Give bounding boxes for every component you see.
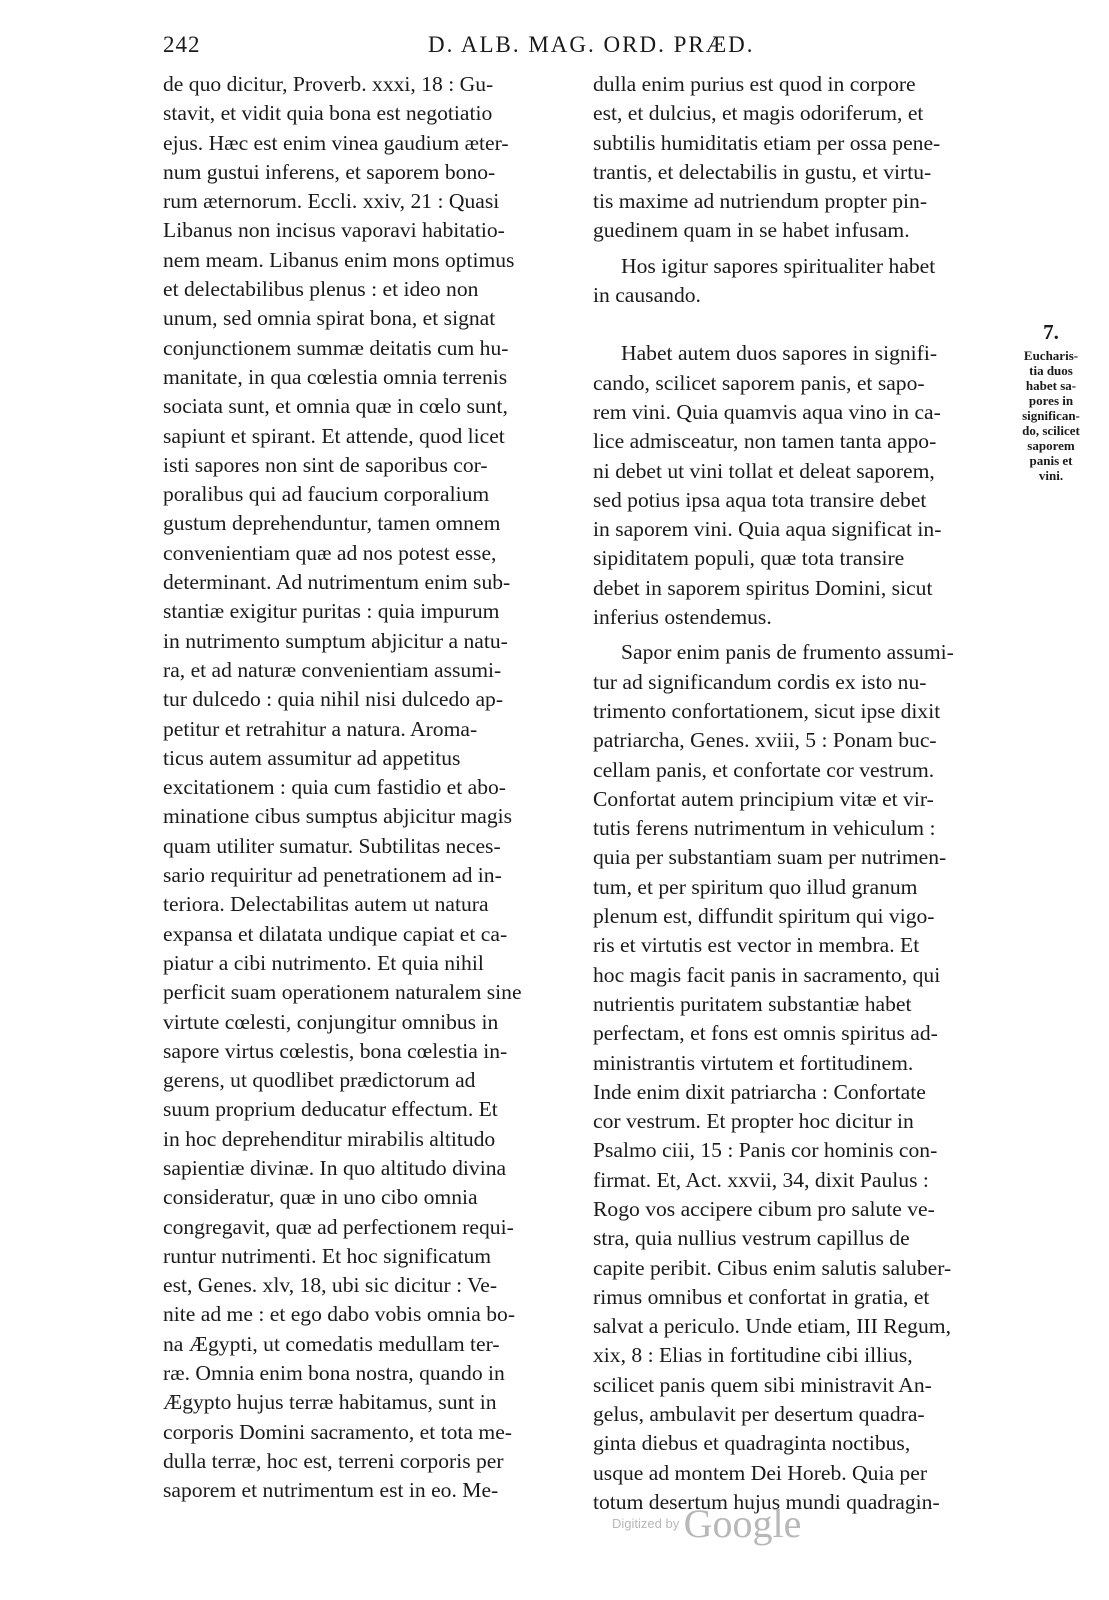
left-column-line: virtute cœlesti, conjungitur omnibus in: [163, 1009, 499, 1034]
left-column-line: est, Genes. xlv, 18, ubi sic dicitur : Ve-: [163, 1273, 498, 1298]
left-column-line: poralibus qui ad faucium corporalium: [163, 482, 490, 507]
right-column-line: Habet autem duos sapores in signifi-: [621, 341, 938, 366]
left-column-line: saporem et nutrimentum est in eo. Me-: [163, 1478, 499, 1503]
margin-note-line: do, scilicet: [1022, 423, 1080, 438]
left-column-line: stavit, et vidit quia bona est negotiatio: [163, 101, 493, 126]
right-column-line: Rogo vos accipere cibum pro salute ve-: [593, 1196, 935, 1221]
right-column-line: perfectam, et fons est omnis spiritus ad-: [593, 1021, 938, 1046]
right-column-line: cor vestrum. Et propter hoc dicitur in: [593, 1109, 914, 1134]
right-column-line: sipiditatem populi, quæ tota transire: [593, 546, 905, 571]
left-column-line: rum æternorum. Eccli. xxiv, 21 : Quasi: [163, 189, 500, 214]
left-column-line: determinant. Ad nutrimentum enim sub-: [163, 570, 511, 595]
margin-note-line: pores in: [1028, 393, 1074, 408]
right-column-line: plenum est, diffundit spiritum qui vigo-: [593, 904, 935, 929]
left-column-line: teriora. Delectabilitas autem ut natura: [163, 892, 489, 917]
left-column-line: sapiunt et spirant. Et attende, quod licet: [163, 423, 505, 448]
page-number: 242: [163, 32, 201, 57]
margin-note-line: saporem: [1027, 438, 1075, 453]
left-column-line: et delectabilibus plenus : et ideo non: [163, 277, 479, 302]
right-column-line: Sapor enim panis de frumento assumi-: [621, 640, 954, 665]
margin-note-line: vini.: [1038, 468, 1064, 483]
right-column-line: totum desertum hujus mundi quadragin-: [593, 1489, 940, 1514]
left-column-line: piatur a cibi nutrimento. Et quia nihil: [163, 950, 484, 975]
left-column-line: corporis Domini sacramento, et tota me-: [163, 1419, 512, 1444]
left-column-line: consideratur, quæ in uno cibo omnia: [163, 1185, 478, 1210]
right-column-line: cellam panis, et confortate cor vestrum.: [593, 757, 935, 782]
paragraph-continuation: [593, 70, 991, 246]
right-column-line: Hos igitur sapores spiritualiter habet: [621, 253, 936, 278]
right-column-line: patriarcha, Genes. xviii, 5 : Ponam buc-: [593, 728, 937, 753]
margin-note-line: significan-: [1022, 408, 1080, 423]
left-column-line: petitur et retrahitur a natura. Aroma-: [163, 716, 478, 741]
left-column-line: de quo dicitur, Proverb. xxxi, 18 : Gu-: [163, 72, 494, 96]
right-column-line: scilicet panis quem sibi ministravit An-: [593, 1372, 932, 1397]
left-column-line: in hoc deprehenditur mirabilis altitudo: [163, 1126, 496, 1151]
left-column-line: sario requiritur ad penetrationem ad in-: [163, 863, 502, 888]
left-column-line: suum proprium deducatur effectum. Et: [163, 1097, 498, 1122]
left-column-line: ticus autem assumitur ad appetitus: [163, 745, 461, 770]
left-column-line: manitate, in qua cœlestia omnia terrenis: [163, 364, 508, 389]
right-column-line: ni debet ut vini tollat et deleat saporem,: [593, 458, 935, 483]
digitized-by-google-watermark: [612, 1500, 801, 1547]
right-column-line: ris et virtutis est vector in membra. Et: [593, 933, 920, 958]
margin-note-line: Eucharis-: [1023, 348, 1079, 363]
right-column-line: cando, scilicet saporem panis, et sapo-: [593, 370, 925, 395]
left-column-line: quam utiliter sumatur. Subtilitas neces-: [163, 833, 501, 858]
right-column-line: Inde enim dixit patriarcha : Confortate: [593, 1079, 926, 1104]
right-column-line: hoc magis facit panis in sacramento, qui: [593, 962, 941, 987]
margin-note-text: [996, 348, 1106, 483]
left-column-line: ra, et ad naturæ convenientiam assumi-: [163, 657, 502, 682]
left-column-line: sociata sunt, et omnia quæ in cœlo sunt,: [163, 394, 508, 419]
running-title: D. ALB. MAG. ORD. PRÆD.: [428, 32, 755, 57]
right-column-line: capite peribit. Cibus enim salutis saluber-: [593, 1255, 952, 1280]
paragraph-spiritual-savors: [593, 252, 991, 311]
right-column-line: ginta diebus et quadraginta noctibus,: [593, 1431, 911, 1456]
right-column-line: est, et dulcius, et magis odoriferum, et: [593, 101, 924, 126]
right-column-line: trimento confortationem, sicut ipse dixit: [593, 698, 941, 723]
right-column-line: subtilis humiditatis etiam per ossa pene-: [593, 130, 941, 155]
right-column-line: quia per substantiam suam per nutrimen-: [593, 845, 947, 870]
right-column-line: nutrientis puritatem substantiæ habet: [593, 991, 912, 1016]
right-column-line: ministrantis virtutem et fortitudinem.: [593, 1050, 914, 1075]
left-column-line: sapientiæ divinæ. In quo altitudo divina: [163, 1155, 507, 1180]
right-column-line: debet in saporem spiritus Domini, sicut: [593, 575, 933, 600]
right-column-line: Psalmo ciii, 15 : Panis cor hominis con-: [593, 1138, 938, 1163]
right-column-line: sed potius ipsa aqua tota transire debet: [593, 487, 927, 512]
right-column-line: tur ad significandum cordis ex isto nu-: [593, 669, 927, 694]
section-number: 7.: [1043, 320, 1059, 344]
left-column-line: runtur nutrimenti. Et hoc significatum: [163, 1243, 492, 1268]
left-column-line: expansa et dilatata undique capiat et ca-: [163, 921, 508, 946]
left-column-line: dulla terræ, hoc est, terreni corporis per: [163, 1448, 504, 1473]
google-logo: Google: [683, 1501, 802, 1546]
right-column-line: trantis, et delectabilis in gustu, et virtu-: [593, 159, 932, 184]
left-column-line: unum, sed omnia spirat bona, et signat: [163, 306, 496, 331]
right-column-line: in causando.: [593, 283, 701, 308]
left-column-line: sapore virtus cœlestis, bona cœlestia in-: [163, 1038, 508, 1063]
right-column-line: guedinem quam in se habet infusam.: [593, 218, 910, 243]
left-column-line: nite ad me : et ego dabo vobis omnia bo-: [163, 1302, 516, 1327]
left-column-line: gustum deprehenduntur, tamen omnem: [163, 511, 501, 536]
left-column-line: in nutrimento sumptum abjicitur a natu-: [163, 628, 508, 653]
left-column-line: ræ. Omnia enim bona nostra, quando in: [163, 1361, 505, 1386]
left-column-line: stantiæ exigitur puritas : quia impurum: [163, 599, 500, 624]
left-column-line: na Ægypti, ut comedatis medullam ter-: [163, 1331, 500, 1356]
left-column: [163, 70, 571, 1506]
left-column-line: nem meam. Libanus enim mons optimus: [163, 247, 515, 272]
right-column-line: stra, quia nullius vestrum capillus de: [593, 1226, 910, 1251]
left-column-line: excitationem : quia cum fastidio et abo-: [163, 775, 506, 800]
right-column-line: rem vini. Quia quamvis aqua vino in ca-: [593, 399, 941, 424]
right-column-line: in saporem vini. Quia aqua significat in-: [593, 517, 942, 542]
left-column-line: isti sapores non sint de saporibus cor-: [163, 452, 488, 477]
left-column-line: ejus. Hæc est enim vinea gaudium æter-: [163, 130, 509, 155]
left-column-line: gerens, ut quodlibet prædictorum ad: [163, 1068, 476, 1093]
left-column-line: perficit suam operationem naturalem sine: [163, 980, 522, 1005]
left-column-line: num gustui inferens, et saporem bono-: [163, 159, 496, 184]
right-column-line: rimus omnibus et confortat in gratia, et: [593, 1284, 930, 1309]
right-column-line: gelus, ambulavit per desertum quadra-: [593, 1402, 925, 1427]
right-column-line: tutis ferens nutrimentum in vehiculum :: [593, 816, 936, 841]
right-column-line: xix, 8 : Elias in fortitudine cibi illius,: [593, 1343, 913, 1368]
left-column-line: tur dulcedo : quia nihil nisi dulcedo ap-: [163, 687, 504, 712]
left-column-line: minatione cibus sumptus abjicitur magis: [163, 804, 513, 829]
margin-note: [996, 320, 1106, 483]
right-column-line: usque ad montem Dei Horeb. Quia per: [593, 1460, 928, 1485]
right-column-line: lice admisceatur, non tamen tanta appo-: [593, 429, 937, 454]
right-column-line: firmat. Et, Act. xxvii, 34, dixit Paulus :: [593, 1167, 929, 1192]
right-column-line: tis maxime ad nutriendum propter pin-: [593, 189, 928, 214]
digitized-label: Digitized by: [612, 1516, 680, 1531]
right-column-line: salvat a periculo. Unde etiam, III Regum,: [593, 1314, 951, 1339]
right-column-line: dulla enim purius est quod in corpore: [593, 72, 916, 96]
left-column-line: Libanus non incisus vaporavi habitatio-: [163, 218, 505, 243]
left-column-line: convenientiam quæ ad nos potest esse,: [163, 540, 497, 565]
right-column-line: tum, et per spiritum quo illud granum: [593, 874, 918, 899]
margin-note-line: habet sa-: [1025, 378, 1077, 393]
margin-note-line: tia duos: [1029, 363, 1073, 378]
right-column-line: Confortat autem principium vitæ et vir-: [593, 786, 934, 811]
left-column-text: [163, 70, 571, 1506]
left-column-line: congregavit, quæ ad perfectionem requi-: [163, 1214, 514, 1239]
left-column-line: conjunctionem summæ deitatis cum hu-: [163, 335, 509, 360]
paragraph-bread-savor: [593, 638, 991, 1517]
right-column-line: inferius ostendemus.: [593, 605, 772, 630]
page-header: [163, 32, 993, 62]
right-column: [593, 70, 991, 1517]
margin-note-line: panis et: [1029, 453, 1073, 468]
left-column-line: Ægypto hujus terræ habitamus, sunt in: [163, 1390, 497, 1415]
paragraph-two-savors: [593, 339, 991, 632]
